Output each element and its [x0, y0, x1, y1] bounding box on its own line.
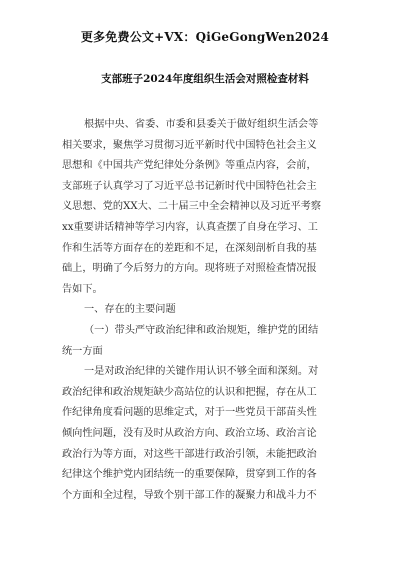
body-line: 作和生活等方面存在的差距和不足，在深刻剖析自我的基: [62, 242, 317, 254]
body-line: 告如下。: [62, 283, 103, 295]
body-line: 作纪律角度看问题的思维定式，对于一些党员干部苗头性: [62, 407, 317, 419]
body-line: 纪律这个维护党内团结统一的重要保障，贯穿到工作的各: [62, 469, 317, 481]
body-line: 础上，明确了今后努力的方向。现将班子对照检查情况报: [62, 263, 317, 275]
body-line: 政治行为等方面，对这些干部进行政治引领，未能把政治: [62, 448, 317, 460]
watermark-header: 更多免费公文+VX：QiGeGongWen2024: [80, 30, 330, 44]
body-line: 义思想、党的XX大、二十届三中全会精神以及习近平考察: [62, 201, 322, 213]
subsection-heading-continued: 统一方面: [62, 345, 103, 357]
body-line: 个方面和全过程，导致个别干部工作的凝聚力和战斗力不: [62, 489, 317, 501]
body-line: 思想和《中国共产党纪律处分条例》等重点内容，会前，: [62, 160, 317, 172]
document-title: 支部班子2024年度组织生活会对照检查材料: [101, 73, 309, 85]
body-line: 相关要求，聚焦学习贯彻习近平新时代中国特色社会主义: [62, 139, 317, 151]
body-line: xx重要讲话精神等学习内容，认真查摆了自身在学习、工: [62, 221, 318, 233]
section-heading: 一、存在的主要问题: [84, 304, 176, 316]
body-line: 倾向性问题，没有及时从政治方向、政治立场、政治言论: [62, 427, 317, 439]
body-line: 政治纪律和政治规矩缺少高站位的认识和把握，存在从工: [62, 386, 317, 398]
body-line: 根据中央、省委、市委和县委关于做好组织生活会等: [84, 119, 319, 130]
body-line: 一是对政治纪律的关键作用认识不够全面和深刻。对: [84, 366, 319, 378]
body-line: 支部班子认真学习了习近平总书记新时代中国特色社会主: [62, 180, 317, 192]
subsection-heading: （一）带头严守政治纪律和政治规矩，维护党的团结: [84, 324, 319, 336]
document-body: [62, 115, 354, 506]
